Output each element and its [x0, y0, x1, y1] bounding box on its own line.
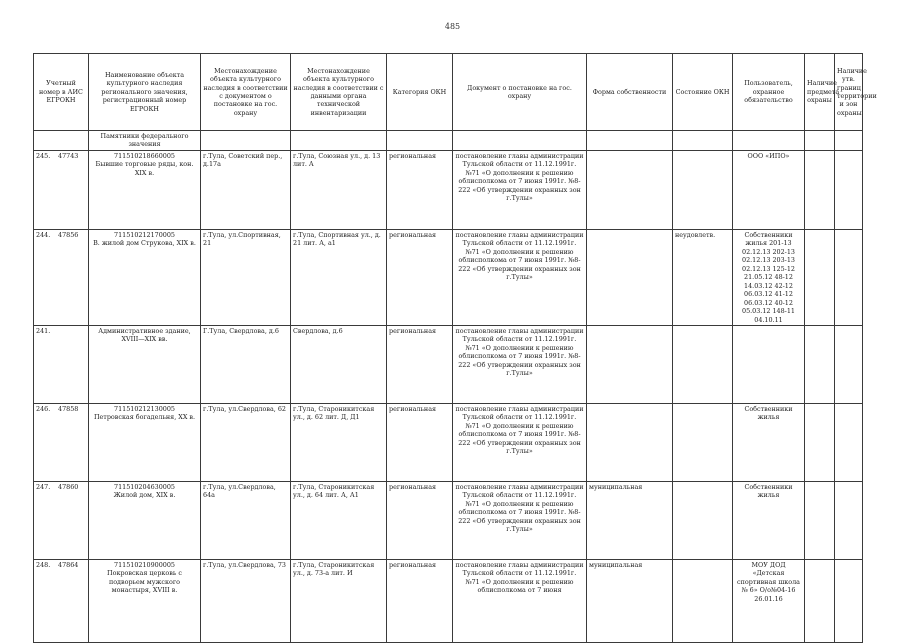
protection-subject-cell: [805, 403, 835, 481]
registration-number: 711510204630005: [114, 482, 175, 491]
object-name: Административное здание, XVIII—XIX вв.: [98, 326, 191, 344]
header-object-name: Наименование объекта культурного наследия регионального значения, регистрационный номер ЕГРОКН: [89, 54, 201, 131]
category-cell: региональная: [387, 325, 453, 403]
header-protection-subject: Наличие предмета охраны: [805, 54, 835, 131]
table-row: [34, 325, 863, 403]
record-number-cell: [34, 403, 89, 481]
protection-document-cell: постановление главы администрации Тульской области от 11.12.1991г. №71 «О дополнении к решению облисполкома от 7 июня 1991г. №8-222 «Об утверждении охранных зон г.Тулы»: [453, 325, 587, 403]
record-number-cell: [34, 325, 89, 403]
subheading-federal: Памятники федерального значения: [89, 131, 201, 151]
akn-number: 47860: [58, 482, 79, 491]
subheading-empty-cell: [34, 131, 89, 151]
subheading-empty-cell: [291, 131, 387, 151]
page-number: 485: [444, 22, 461, 31]
object-name-cell: [89, 481, 201, 559]
object-name-cell: [89, 230, 201, 326]
subheading-empty-cell: [673, 131, 733, 151]
object-name: Жилой дом, XIX в.: [113, 491, 176, 500]
approved-borders-cell: [835, 230, 863, 326]
protection-subject-cell: [805, 230, 835, 326]
protection-subject-cell: [805, 559, 835, 642]
category-cell: региональная: [387, 230, 453, 326]
subheading-empty-cell: [835, 131, 863, 151]
record-number-cell: [34, 481, 89, 559]
header-user: Пользователь, охранное обязательство: [733, 54, 805, 131]
subheading-empty-cell: [453, 131, 587, 151]
akn-number: 47864: [58, 560, 79, 569]
protection-subject-cell: [805, 481, 835, 559]
table-row: [34, 481, 863, 559]
approved-borders-cell: [835, 559, 863, 642]
location-ti-cell: г.Тула, Союзная ул., д. 13 лит. А: [291, 151, 387, 230]
condition-cell: [673, 481, 733, 559]
registration-number: 711510210900005: [114, 560, 175, 569]
object-name-cell: [89, 151, 201, 230]
protection-document-cell: постановление главы администрации Тульской области от 11.12.1991г. №71 «О дополнении к решению облисполкома от 7 июня 1991г. №8-222 «Об утверждении охранных зон г.Тулы»: [453, 151, 587, 230]
approved-borders-cell: [835, 325, 863, 403]
subheading-empty-cell: [587, 131, 673, 151]
row-index: 245.: [36, 152, 51, 160]
ownership-cell: [587, 151, 673, 230]
category-cell: региональная: [387, 559, 453, 642]
location-doc-cell: г.Тула, ул.Свердлова, 73: [201, 559, 291, 642]
approved-borders-cell: [835, 151, 863, 230]
protection-document-cell: постановление главы администрации Тульской области от 11.12.1991г. №71 «О дополнении к решению облисполкома от 7 июня: [453, 559, 587, 642]
header-protection-document: Документ о постановке на гос. охрану: [453, 54, 587, 131]
object-name-cell: [89, 325, 201, 403]
approved-borders-cell: [835, 481, 863, 559]
row-index: 248.: [36, 560, 51, 569]
user-cell: МОУ ДОД «Детская спортивная школа № 6» О/о№04-16 26.01.16: [733, 559, 805, 642]
protection-document-cell: постановление главы администрации Тульской области от 11.12.1991г. №71 «О дополнении к решению облисполкома от 7 июня 1991г. №8-222 «Об утверждении охранных зон г.Тулы»: [453, 403, 587, 481]
header-ownership: Форма собственности: [587, 54, 673, 131]
location-ti-cell: г.Тула, Спортивная ул., д. 21 лит. А, а1: [291, 230, 387, 326]
condition-cell: [673, 559, 733, 642]
protection-subject-cell: [805, 151, 835, 230]
table-row: [34, 151, 863, 230]
condition-cell: [673, 151, 733, 230]
location-ti-cell: г.Тула, Староникитская ул., д. 64 лит. А, А1: [291, 481, 387, 559]
location-ti-cell: г.Тула, Староникитская ул., д. 73-а лит. И: [291, 559, 387, 642]
category-cell: региональная: [387, 403, 453, 481]
subheading-row: [34, 131, 863, 151]
ownership-cell: [587, 325, 673, 403]
object-name: Покровская церковь с подворьем мужского монастыря, XVIII в.: [107, 569, 182, 595]
row-index: 246.: [36, 404, 51, 413]
registration-number: 711510212170005: [114, 231, 175, 239]
header-category: Категория ОКН: [387, 54, 453, 131]
user-cell: [733, 325, 805, 403]
location-doc-cell: г.Тула, Советский пер., д.17а: [201, 151, 291, 230]
location-ti-cell: г.Тула, Староникитская ул., д. 62 лит. Д, Д1: [291, 403, 387, 481]
location-ti-cell: Свердлова, д.6: [291, 325, 387, 403]
object-name-cell: [89, 403, 201, 481]
registration-number: 711510218660005: [114, 152, 175, 160]
user-cell: Собственники жилья: [733, 481, 805, 559]
row-index: 241.: [36, 326, 51, 335]
subheading-empty-cell: [387, 131, 453, 151]
protection-document-cell: постановление главы администрации Тульской области от 11.12.1991г. №71 «О дополнении к решению облисполкома от 7 июня 1991г. №8-222 «Об утверждении охранных зон г.Тулы»: [453, 481, 587, 559]
user-cell: Собственники жилья 201-13 02.12.13 202-13 02.12.13 203-13 02.12.13 125-12 21.05.12 48-12 14.03.12 42-12 06.03.12 41-12 06.03.12 40-12 05.03.12 148-11 04.10.11: [733, 230, 805, 326]
object-name: Бывшие торговые ряды, кон. XIX в.: [95, 160, 194, 177]
condition-cell: [673, 403, 733, 481]
header-location-protection-doc: Местонахождение объекта культурного наследия в соответствии с документом о постановке на гос. охрану: [201, 54, 291, 131]
akn-number: 47858: [58, 404, 79, 413]
approved-borders-cell: [835, 403, 863, 481]
user-cell: ООО «ИПО»: [733, 151, 805, 230]
header-location-tech-inventory: Местонахождение объекта культурного наследия в соответствии с данными органа технической инвентаризации: [291, 54, 387, 131]
heritage-register-table: [33, 53, 877, 643]
object-name: В. жилой дом Струкова, XIX в.: [93, 239, 196, 248]
akn-number: 47856: [58, 231, 79, 239]
location-doc-cell: г.Тула, ул.Свердлова, 62: [201, 403, 291, 481]
header-row: [34, 54, 863, 131]
registration-number: 711510212130005: [114, 404, 175, 413]
table-row: [34, 559, 863, 642]
subheading-empty-cell: [201, 131, 291, 151]
ownership-cell: [587, 230, 673, 326]
header-record-number: Учетный номер в АИС ЕГРОКН: [34, 54, 89, 131]
subheading-empty-cell: [805, 131, 835, 151]
ownership-cell: муниципальная: [587, 559, 673, 642]
category-cell: региональная: [387, 151, 453, 230]
condition-cell: [673, 325, 733, 403]
header-approved-borders: Наличие утв. границ территории и зон охраны: [835, 54, 863, 131]
protection-document-cell: постановление главы администрации Тульской области от 11.12.1991г. №71 «О дополнении к решению облисполкома от 7 июня 1991г. №8-222 «Об утверждении охранных зон г.Тулы»: [453, 230, 587, 326]
ownership-cell: [587, 403, 673, 481]
header-condition: Состояние ОКН: [673, 54, 733, 131]
object-name-cell: [89, 559, 201, 642]
user-cell: Собственники жилья: [733, 403, 805, 481]
protection-subject-cell: [805, 325, 835, 403]
akn-number: 47743: [58, 152, 79, 160]
category-cell: региональная: [387, 481, 453, 559]
location-doc-cell: Г.Тула, Свердлова, д.6: [201, 325, 291, 403]
record-number-cell: [34, 559, 89, 642]
location-doc-cell: г.Тула, ул.Спортивная, 21: [201, 230, 291, 326]
row-index: 244.: [36, 231, 51, 239]
record-number-cell: [34, 230, 89, 326]
ownership-cell: муниципальная: [587, 481, 673, 559]
subheading-empty-cell: [733, 131, 805, 151]
table-row: [34, 230, 863, 326]
row-index: 247.: [36, 482, 51, 491]
record-number-cell: [34, 151, 89, 230]
object-name: Петровская богадельня, XX в.: [93, 413, 196, 422]
condition-cell: неудовлетв.: [673, 230, 733, 326]
location-doc-cell: г.Тула, ул.Свердлова, 64а: [201, 481, 291, 559]
table-row: [34, 403, 863, 481]
